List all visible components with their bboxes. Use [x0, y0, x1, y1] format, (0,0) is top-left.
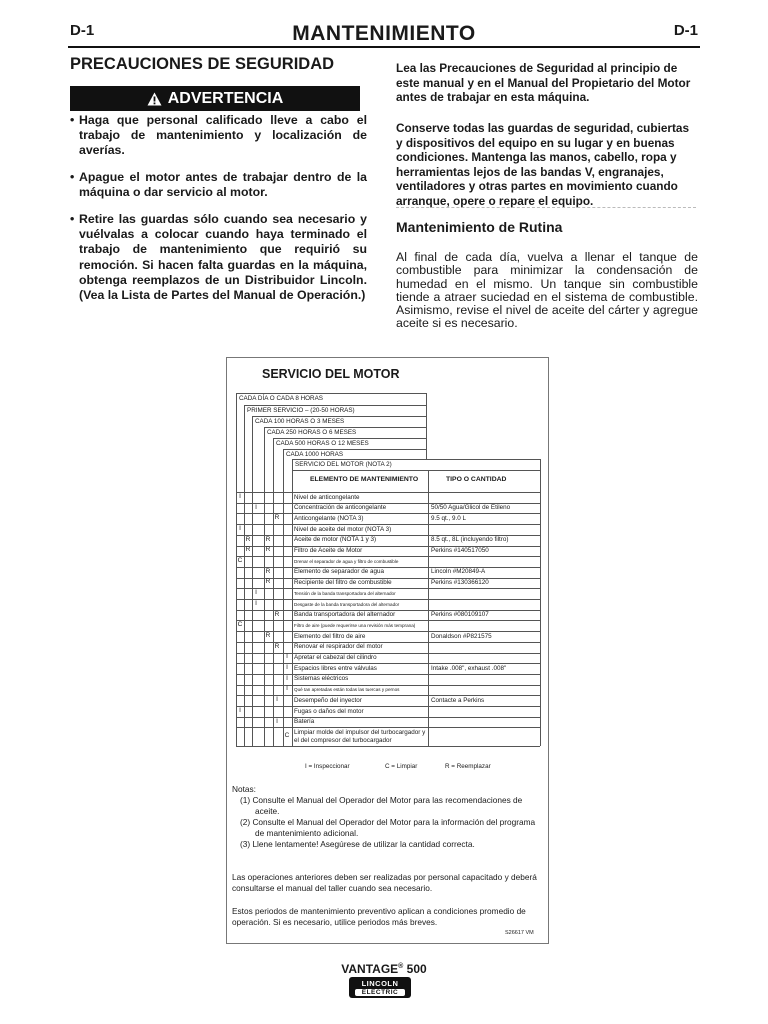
maintenance-item: Desgaste de la banda transportadora del alternador — [294, 601, 400, 607]
warning-triangle-icon — [147, 92, 162, 106]
schedule-mark: I — [286, 653, 288, 661]
maintenance-item: Filtro de aire (puede requerirse una revisión más temprana) — [294, 622, 416, 628]
interval-header-rule — [426, 405, 427, 416]
schedule-mark: C — [237, 557, 243, 565]
schedule-mark: I — [239, 524, 241, 532]
safety-bullet: • Apague el motor antes de trabajar dentro de la máquina o dar servicio al motor. — [70, 170, 367, 200]
schedule-mark: C — [237, 621, 243, 629]
maintenance-item: Filtro de Aceite de Motor — [294, 547, 363, 554]
interval-label: CADA 500 HORAS O 12 MESES — [276, 439, 369, 447]
page-title: MANTENIMIENTO — [292, 22, 476, 45]
maintenance-item: Espacios libres entre válvulas — [294, 664, 377, 672]
model-name: VANTAGE® 500 — [341, 962, 427, 976]
maintenance-item: Apretar el cabezal del cilindro — [294, 654, 377, 661]
maintenance-type: 9.5 qt., 9.0 L — [431, 514, 467, 522]
maintenance-item: Fugas o daños del motor — [294, 707, 364, 715]
note-3: (3) Llene lentamente! Asegúrese de utilizar la cantidad correcta. — [240, 839, 475, 849]
lincoln-electric-logo: LINCOLN ELECTRIC — [349, 977, 411, 998]
maintenance-item: Nivel de aceite del motor (NOTA 3) — [294, 525, 392, 533]
maintenance-item: Drenar el separador de agua y filtro de combustible — [294, 558, 399, 564]
table-row — [236, 631, 540, 642]
table-rule — [236, 746, 540, 747]
legend-clean: C = Limpiar — [385, 763, 418, 770]
table-rule — [244, 405, 245, 746]
schedule-mark: R — [265, 535, 271, 543]
maintenance-type: 8.5 qt., 8L (incluyendo filtro) — [431, 536, 509, 544]
schedule-mark: R — [265, 546, 271, 554]
schedule-mark: I — [239, 492, 241, 500]
safety-bullet: • Haga que personal calificado lleve a cabo el trabajo de mantenimiento y localización de averías. — [70, 113, 367, 158]
maintenance-item: Concentración de anticongelante — [294, 504, 387, 512]
maintenance-type: Intake .008", exhaust .008" — [431, 664, 507, 672]
interval-label: CADA 100 HORAS O 3 MESES — [255, 417, 345, 425]
trained-personnel-note: Las operaciones anteriores deben ser realizadas por personal capacitado y deberá consultarse el manual del taller cuando sea necesario. — [232, 872, 537, 893]
schedule-mark: I — [276, 717, 278, 725]
safety-section-title: PRECAUCIONES DE SEGURIDAD — [70, 55, 335, 73]
interval-label: CADA 250 HORAS O 6 MESES — [267, 428, 357, 436]
schedule-mark: R — [265, 578, 271, 586]
table-rule — [428, 470, 429, 492]
table-rule — [292, 470, 540, 471]
column-header-type: TIPO O CANTIDAD — [446, 476, 507, 483]
table-row — [236, 567, 540, 578]
interval-header-rule — [426, 427, 427, 438]
maintenance-item: Banda transportadora del alternador — [294, 611, 396, 619]
interval-header-rule — [426, 449, 427, 459]
schedule-mark: I — [286, 664, 288, 672]
interval-label: PRIMER SERVICIO – (20-50 HORAS) — [247, 406, 355, 414]
schedule-mark: I — [255, 599, 257, 607]
table-rule — [264, 427, 265, 746]
maintenance-item: Tensión de la banda transportadora del alternador — [294, 590, 396, 596]
note-1: (1) Consulte el Manual del Operador del Motor para las recomendaciones de aceite. — [240, 795, 523, 816]
maintenance-item: Elemento de separador de agua — [294, 568, 384, 576]
engine-service-title: SERVICIO DEL MOTOR — [262, 367, 400, 381]
schedule-mark: I — [239, 706, 241, 714]
maintenance-item: Elemento del filtro de aire — [294, 632, 366, 640]
routine-maintenance-paragraph: Al final de cada día, vuelva a llenar el tanque de combustible para minimizar la condensación de humedad en el mismo. Un tanque sin combustible tiende a atraer suciedad en el sistema de combustible. Asimismo, revise el nivel de aceite del cárter y agregue aceite si es necesario. — [396, 250, 698, 331]
page-number-right: D-1 — [673, 22, 698, 39]
maintenance-item: Batería — [294, 718, 315, 726]
routine-maintenance-title: Mantenimiento de Rutina — [396, 219, 563, 235]
schedule-mark: I — [286, 674, 288, 682]
schedule-mark: R — [274, 610, 280, 618]
schedule-mark: I — [286, 685, 288, 693]
schedule-mark: C — [284, 732, 290, 740]
schedule-mark: R — [245, 535, 251, 543]
table-row — [236, 492, 540, 503]
schedule-mark: R — [245, 546, 251, 554]
safety-bullet: • Retire las guardas sólo cuando sea necesario y vuélvalas a colocar cuando haya terminado el trabajo de mantenimiento que requirió su remoción. Si hacen falta guardas en la máquina, obtenga reemplazos de un Distribuidor Lincoln. (Vea la Lista de Partes del Manual de Operación.) — [70, 212, 367, 303]
maintenance-item: Desempeño del inyector — [294, 696, 362, 704]
maintenance-item: Renovar el respirador del motor — [294, 643, 383, 651]
maintenance-item: Anticongelante (NOTA 3) — [294, 514, 364, 522]
maintenance-type: Perkins #130366120 — [431, 579, 489, 587]
table-row — [236, 706, 540, 717]
section-divider — [396, 207, 696, 208]
schedule-mark: R — [265, 631, 271, 639]
interval-header-rule — [426, 438, 427, 449]
interval-header-rule — [426, 393, 427, 405]
maintenance-item: Recipiente del filtro de combustible — [294, 579, 392, 587]
maintenance-type: 50/50 Agua/Glicol de Etileno — [431, 504, 511, 512]
page-number-left: D-1 — [70, 22, 95, 39]
maintenance-item: Aceite de motor (NOTA 1 y 3) — [294, 536, 377, 544]
interval-header-rule — [426, 416, 427, 427]
notes-block — [232, 784, 537, 850]
guards-paragraph: Conserve todas las guardas de seguridad, cubiertas y dispositivos del equipo en su lugar y en buenas condiciones. Mantenga las manos, cabello, ropa y herramientas lejos de las bandas V, engranajes, ventiladores y otras partes en movimiento cuando arranque, opere o repare el equipo. — [396, 121, 690, 208]
maintenance-type: Donaldson #P821575 — [431, 632, 492, 640]
column-header-item: ELEMENTO DE MANTENIMIENTO — [310, 476, 419, 483]
document-code: S26617 VM — [505, 930, 534, 936]
interval-label: CADA 1000 HORAS — [286, 450, 344, 458]
table-rule — [273, 438, 274, 746]
legend-inspect: I = Inspeccionar — [305, 763, 350, 770]
safety-reference-paragraph: Lea las Precauciones de Seguridad al principio de este manual y en el Manual del Propietario del Motor antes de trabajar en esta máquina. — [396, 61, 691, 104]
schedule-mark: I — [255, 503, 257, 511]
maintenance-type: Perkins #140517050 — [431, 547, 489, 554]
maintenance-item: Qué tan apretadas están todas las tuercas y pernos — [294, 687, 400, 693]
table-rule — [540, 459, 541, 746]
schedule-mark: R — [274, 642, 280, 650]
schedule-mark: R — [274, 514, 280, 522]
header-rule — [68, 46, 700, 48]
preventive-period-note: Estos periodos de mantenimiento preventivo aplican a condiciones promedio de operación. Si es necesario, utilice periodos más breves. — [232, 906, 526, 927]
maintenance-item: Sistemas eléctricos — [294, 675, 349, 683]
interval-label: CADA DÍA O CADA 8 HORAS — [239, 394, 323, 402]
notes-title: Notas: — [232, 784, 256, 794]
maintenance-type: Contacte a Perkins — [431, 696, 485, 704]
interval-label: SERVICIO DEL MOTOR (NOTA 2) — [295, 460, 392, 468]
warning-banner — [70, 86, 360, 111]
schedule-mark: R — [265, 567, 271, 575]
maintenance-item: Nivel de anticongelante — [294, 493, 360, 501]
table-rule — [283, 449, 284, 746]
schedule-mark: I — [276, 696, 278, 704]
table-row — [236, 546, 540, 557]
table-rule — [252, 416, 253, 746]
legend-replace: R = Reemplazar — [445, 763, 491, 770]
table-rule — [236, 393, 237, 746]
note-2: (2) Consulte el Manual del Operador del Motor para la información del programa de mantenimiento adicional. — [240, 817, 536, 838]
table-rule — [292, 459, 293, 746]
maintenance-type: Perkins #080109107 — [431, 611, 489, 619]
maintenance-type: Lincoln #M20849-A — [431, 568, 486, 576]
maintenance-item: Limpiar molde del impulsor del turbocargador y el del compresor del turbocargador — [294, 728, 426, 744]
table-rule — [428, 492, 429, 746]
schedule-mark: I — [255, 589, 257, 597]
warning-label: ADVERTENCIA — [167, 89, 284, 107]
